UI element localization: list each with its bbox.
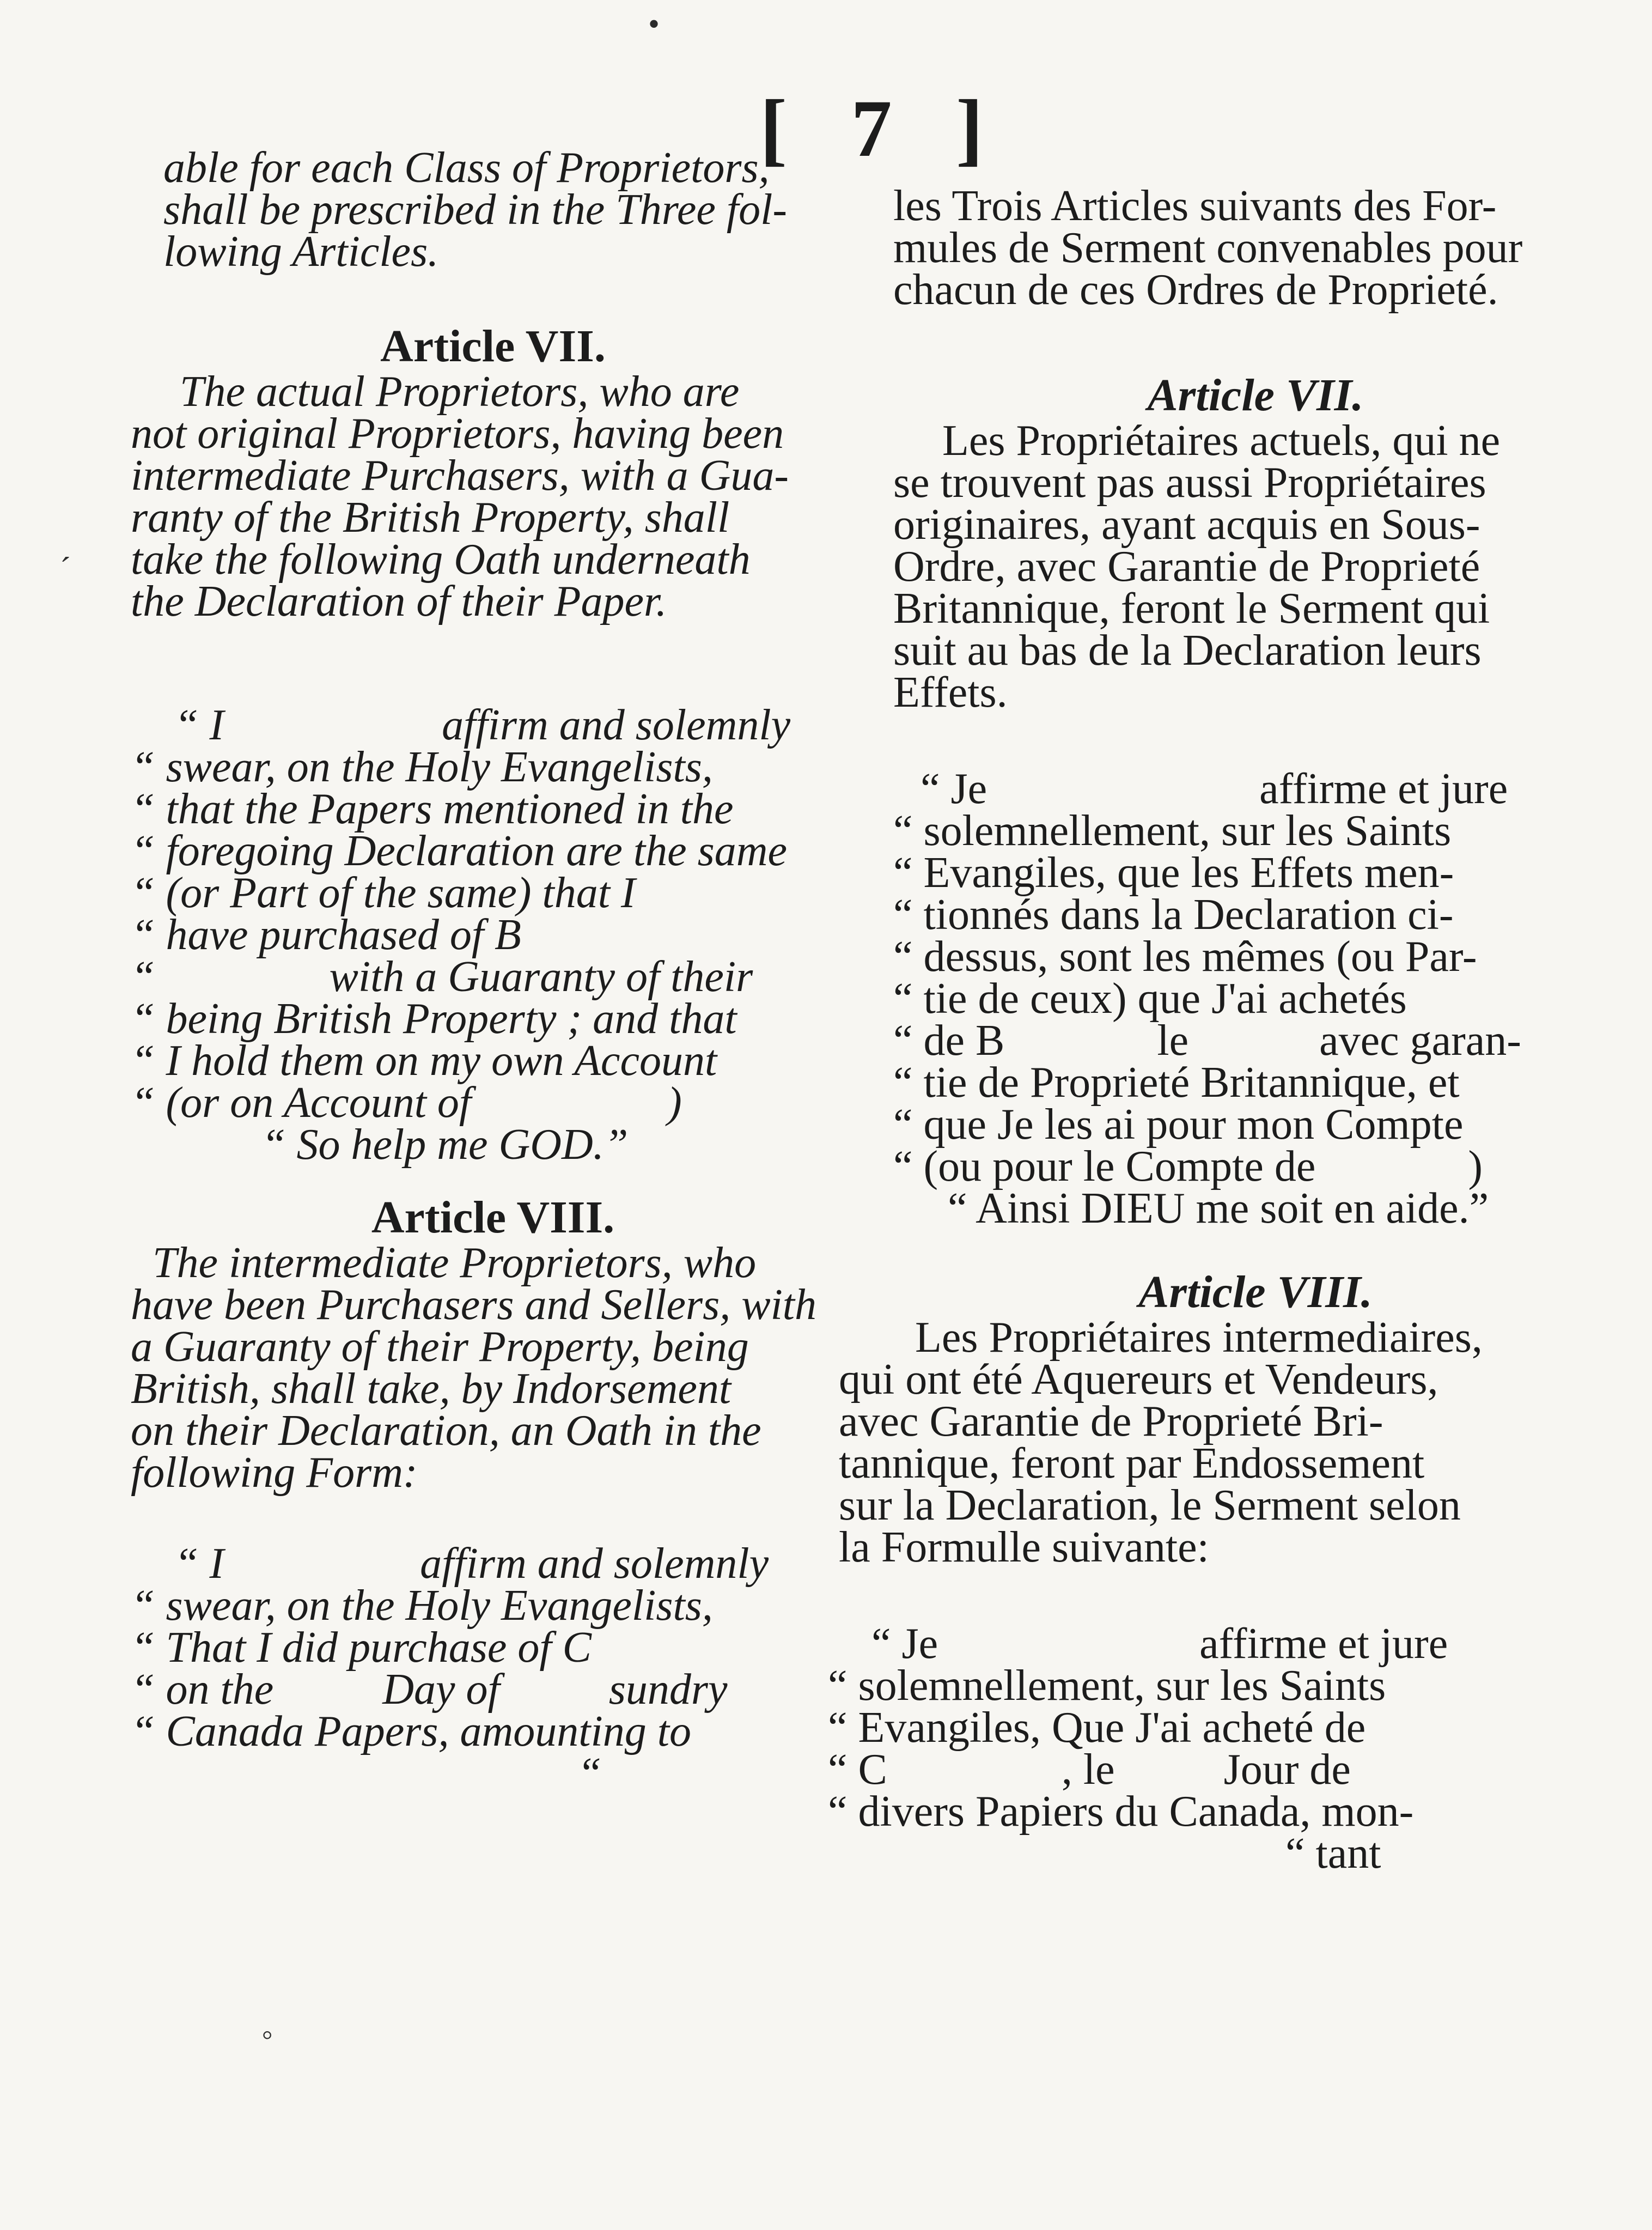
english-article-vii-heading: Article VII.	[380, 321, 606, 372]
french-oath-line: “ Evangiles, que les Effets men-	[893, 849, 1454, 897]
english-oath-line: “ being British Property ; and that	[131, 995, 737, 1043]
french-oath-line: “ que Je les ai pour mon Compte	[893, 1101, 1464, 1149]
french-oath-line: “ Je affirme et jure	[871, 1620, 1448, 1668]
french-oath-line: “ Je affirme et jure	[921, 765, 1508, 813]
english-article-viii-oath	[131, 1540, 855, 1797]
french-article-viii-heading: Article VIII.	[1138, 1267, 1373, 1317]
english-oath-line: “	[131, 1749, 602, 1797]
french-oath-line: “ Evangiles, Que J'ai acheté de	[828, 1704, 1366, 1752]
english-oath-line: “ swear, on the Holy Evangelists,	[131, 743, 713, 791]
french-oath-line: “ solemnellement, sur les Saints	[828, 1662, 1386, 1710]
english-article-vii-line: intermediate Purchasers, with a Gua-	[131, 452, 789, 500]
french-intro-line: chacun de ces Ordres de Proprieté.	[893, 266, 1498, 314]
french-oath-line: “ tie de ceux) que J'ai achetés	[893, 975, 1407, 1023]
english-oath-line: “ on the Day of sundry	[131, 1666, 728, 1713]
english-oath-line: “ I affirm and solemnly	[174, 1540, 769, 1588]
french-article-vii-line: Les Propriétaires actuels, qui ne	[942, 417, 1501, 465]
french-article-viii-line: tannique, feront par Endossement	[839, 1439, 1425, 1487]
english-oath-line: “ that the Papers mentioned in the	[131, 785, 734, 833]
english-article-viii-line: have been Purchasers and Sellers, with	[131, 1281, 817, 1329]
english-article-vii-line: the Declaration of their Paper.	[131, 578, 667, 625]
english-oath-line: “ So help me GOD.”	[131, 1121, 629, 1169]
french-oath-line: “ tant	[828, 1830, 1381, 1877]
french-article-vii-heading: Article VII.	[1147, 370, 1364, 421]
french-article-vii-line: Ordre, avec Garantie de Proprieté	[893, 543, 1480, 591]
french-intro-line: mules de Serment convenables pour	[893, 224, 1523, 272]
french-oath-line: “ tionnés dans la Declaration ci-	[893, 891, 1454, 939]
french-article-vii-line: Britannique, feront le Serment qui	[893, 585, 1490, 633]
french-article-viii-oath	[828, 1620, 1618, 1877]
french-intro-line: les Trois Articles suivants des For-	[893, 182, 1497, 230]
french-article-vii-text	[893, 417, 1618, 716]
english-article-vii-oath	[131, 701, 855, 1169]
ink-speck: ´	[60, 551, 71, 587]
french-oath-line: “ Ainsi DIEU me soit en aide.”	[893, 1184, 1489, 1232]
english-article-viii-line: British, shall take, by Indorsement	[131, 1365, 731, 1413]
english-article-viii-line: on their Declaration, an Oath in the	[131, 1407, 761, 1455]
english-intro-line: lowing Articles.	[163, 228, 439, 276]
english-oath-line: “ (or Part of the same) that I	[131, 869, 636, 917]
english-oath-line: “ That I did purchase of C	[131, 1624, 592, 1672]
french-article-viii-line: avec Garantie de Proprieté Bri-	[839, 1397, 1383, 1445]
english-oath-line: “ foregoing Declaration are the same	[131, 827, 788, 875]
french-column	[828, 182, 1618, 1877]
english-article-vii-line: The actual Proprietors, who are	[180, 368, 740, 416]
english-oath-line: “ (or on Account of )	[131, 1079, 682, 1127]
ink-speck: •	[648, 6, 660, 42]
french-oath-line: “ C , le Jour de	[828, 1746, 1351, 1794]
english-article-viii-text	[131, 1239, 855, 1497]
french-article-viii-line: Les Propriétaires intermediaires,	[915, 1314, 1483, 1362]
french-article-viii-line: la Formulle suivante:	[839, 1523, 1209, 1571]
english-intro-line: able for each Class of Proprietors,	[163, 144, 770, 192]
french-article-vii-line: originaires, ayant acquis en Sous-	[893, 501, 1480, 549]
english-article-viii-line: following Form:	[131, 1449, 418, 1497]
english-oath-line: “ Canada Papers, amounting to	[131, 1708, 691, 1755]
english-article-vii-text	[131, 368, 855, 625]
english-column	[131, 144, 855, 1797]
english-intro	[163, 144, 855, 276]
french-article-vii-line: Effets.	[893, 669, 1008, 716]
english-article-viii-heading: Article VIII.	[371, 1192, 615, 1243]
english-oath-line: “ I affirm and solemnly	[174, 701, 791, 749]
english-article-viii-line: The intermediate Proprietors, who	[153, 1239, 757, 1287]
english-oath-line: “ I hold them on my own Account	[131, 1037, 717, 1085]
english-article-vii-line: ranty of the British Property, shall	[131, 494, 730, 542]
french-article-viii-line: sur la Declaration, le Serment selon	[839, 1481, 1461, 1529]
french-article-vii-line: se trouvent pas aussi Propriétaires	[893, 459, 1486, 507]
french-oath-line: “ divers Papiers du Canada, mon-	[828, 1788, 1414, 1836]
french-article-vii-oath	[893, 765, 1618, 1232]
ink-speck: ◦	[261, 2016, 273, 2052]
english-oath-line: “ swear, on the Holy Evangelists,	[131, 1582, 713, 1630]
page-number: [ 7 ]	[760, 83, 1005, 174]
english-oath-line: “ have purchased of B	[131, 911, 521, 959]
french-article-viii-text	[839, 1314, 1618, 1571]
french-oath-line: “ tie de Proprieté Britannique, et	[893, 1059, 1460, 1107]
french-oath-line: “ de B le avec garan-	[893, 1017, 1521, 1065]
english-oath-line: “ with a Guaranty of their	[131, 953, 753, 1001]
french-intro	[893, 182, 1618, 314]
english-intro-line: shall be prescribed in the Three fol-	[163, 186, 787, 234]
french-oath-line: “ solemnellement, sur les Saints	[893, 807, 1452, 855]
english-article-vii-line: not original Proprietors, having been	[131, 410, 784, 458]
english-article-viii-line: a Guaranty of their Property, being	[131, 1323, 749, 1371]
french-article-viii-line: qui ont été Aquereurs et Vendeurs,	[839, 1356, 1438, 1403]
english-article-vii-line: take the following Oath underneath	[131, 536, 751, 584]
french-oath-line: “ (ou pour le Compte de )	[893, 1143, 1483, 1190]
french-article-vii-line: suit au bas de la Declaration leurs	[893, 627, 1482, 675]
french-oath-line: “ dessus, sont les mêmes (ou Par-	[893, 933, 1477, 981]
